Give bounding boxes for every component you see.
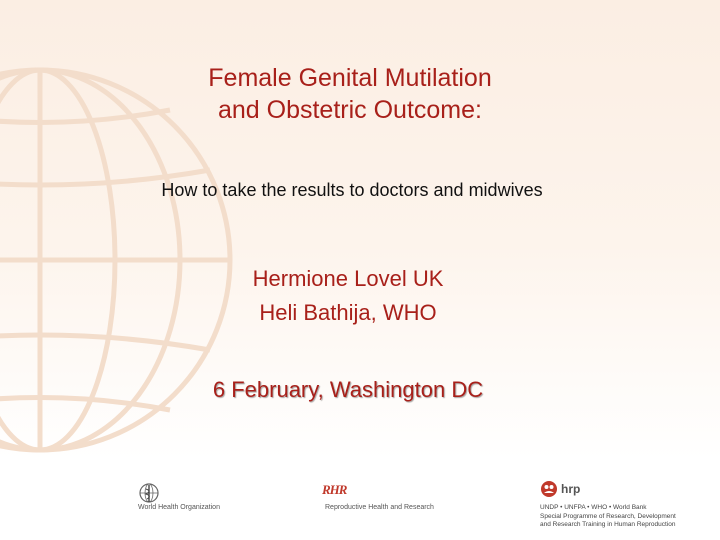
title-line-2: and Obstetric Outcome: — [217, 96, 482, 124]
hrp-description — [540, 504, 676, 530]
who-name: World Health Organization — [138, 504, 220, 511]
slide-subtitle: How to take the results to doctors and midwives — [161, 180, 543, 200]
presenter-1: Hermione Lovel UK — [252, 266, 444, 291]
rhr-name: Reproductive Health and Research — [325, 504, 434, 511]
hrp-line-2: Special Programme of Research, Development — [540, 512, 676, 520]
hrp-word: hrp — [561, 482, 581, 496]
rhr-mark: RHR — [322, 482, 347, 497]
hrp-line-1: UNDP • UNFPA • WHO • World Bank — [540, 504, 647, 511]
event-date-location: 6 February, Washington DC — [212, 377, 484, 402]
hrp-line-3: and Research Training in Human Reproduction — [540, 521, 676, 528]
hrp-mark — [540, 480, 580, 498]
title-line-1: Female Genital Mutilation — [208, 64, 492, 92]
who-emblem-icon — [138, 482, 160, 504]
rhr-logo — [322, 482, 434, 511]
slide-title — [150, 62, 550, 126]
hrp-logo-icon — [540, 480, 558, 498]
who-logo — [138, 482, 220, 511]
presenters — [148, 262, 548, 330]
hrp-logo — [540, 480, 676, 528]
presenter-2: Heli Bathija, WHO — [259, 300, 437, 325]
